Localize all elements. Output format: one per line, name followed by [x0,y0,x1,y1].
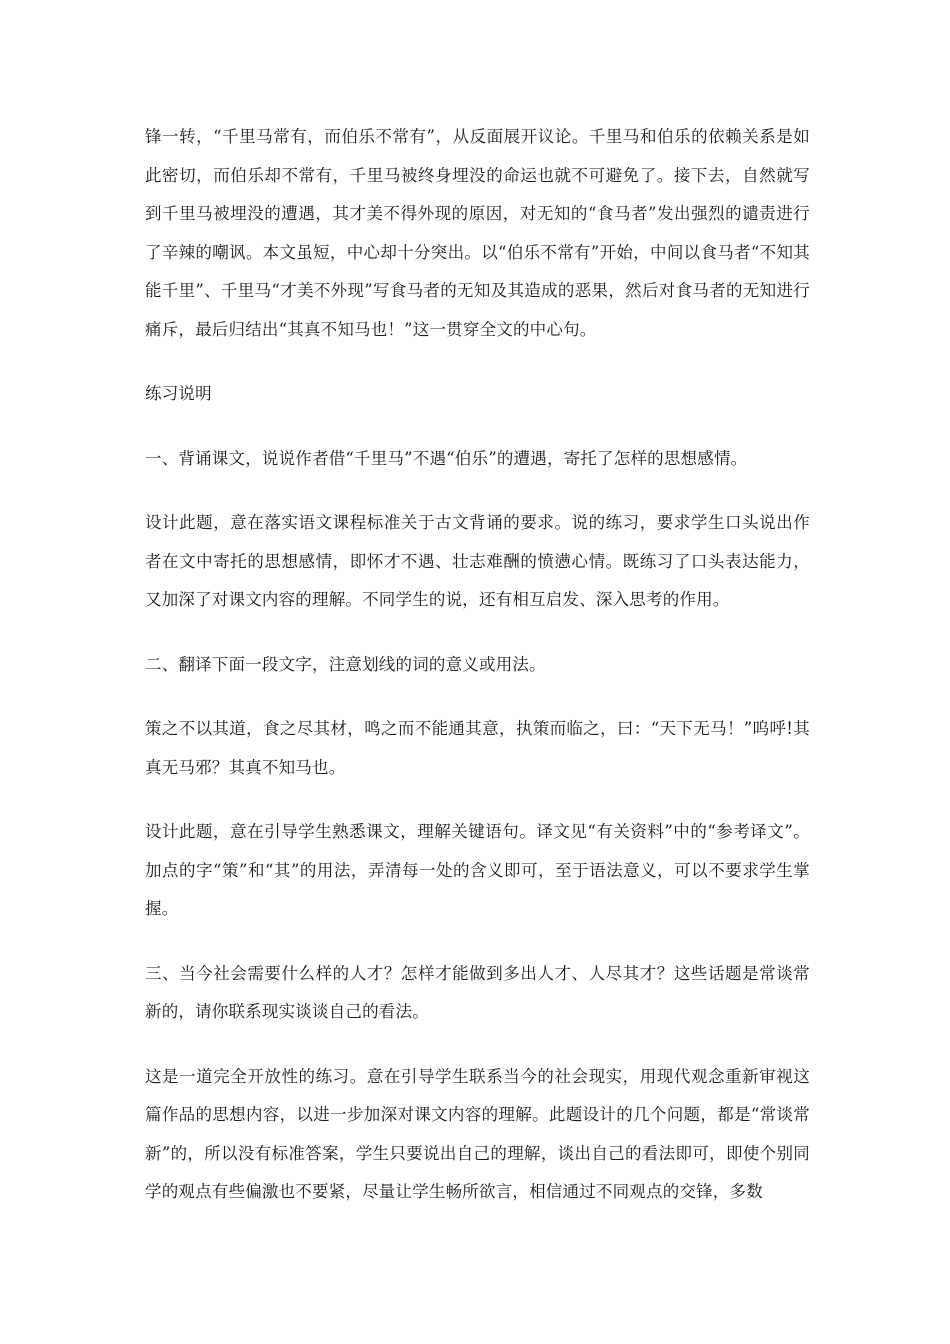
exercise-2-question: 二、翻译下面一段文字，注意划线的词的意义或用法。 [145,654,546,674]
exercise-1-explanation: 设计此题，意在落实语文课程标准关于古文背诵的要求。说的练习，要求学生口头说出作者在文中寄托的思想感情，即怀才不遇、壮志难酬的愤懑心情。既练习了口头表达能力，又加深了对课文内容的理解。不同学生的说，还有相互启发、深入思考的作用。 [145,513,810,609]
exercise-2-passage: 策之不以其道，食之尽其材，鸣之而不能通其意，执策而临之，曰：“天下无马！”呜呼!其真无马邪？其真不知马也。 [145,719,810,777]
exercise-1-question: 一、背诵课文，说说作者借“千里马”不遇“伯乐”的遭遇，寄托了怎样的思想感情。 [145,448,748,468]
section-heading-exercise-notes: 练习说明 [145,384,212,403]
exercise-2-explanation: 设计此题，意在引导学生熟悉课文，理解关键语句。译文见“有关资料”中的“参考译文”。加点的字“策”和“其”的用法，弄清每一处的含义即可，至于语法意义，可以不要求学生掌握。 [145,822,810,918]
analysis-paragraph: 锋一转，“千里马常有，而伯乐不常有”，从反面展开议论。千里马和伯乐的依赖关系是如此密切，而伯乐却不常有，千里马被终身埋没的命运也就不可避免了。接下去，自然就写到千里马被埋没的遭遇，其才美不得外现的原因，对无知的“食马者”发出强烈的谴责进行了辛辣的嘲讽。本文虽短，中心却十分突出。以“伯乐不常有”开始，中间以食马者“不知其能千里”、千里马“才美不外现”写食马者的无知及其造成的恶果，然后对食马者的无知进行痛斥，最后归结出“其真不知马也！”这一贯穿全文的中心句。 [145,127,810,339]
exercise-3-question: 三、当今社会需要什么样的人才？怎样才能做到多出人才、人尽其才？这些话题是常谈常新的，请你联系现实谈谈自己的看法。 [145,963,810,1021]
document-body [145,118,810,1212]
exercise-3-explanation: 这是一道完全开放性的练习。意在引导学生联系当今的社会现实，用现代观念重新审视这篇作品的思想内容，以进一步加深对课文内容的理解。此题设计的几个问题，都是“常谈常新”的，所以没有标准答案，学生只要说出自己的理解，谈出自己的看法即可，即使个别同学的观点有些偏激也不要紧，尽量让学生畅所欲言，相信通过不同观点的交锋，多数 [145,1066,810,1201]
